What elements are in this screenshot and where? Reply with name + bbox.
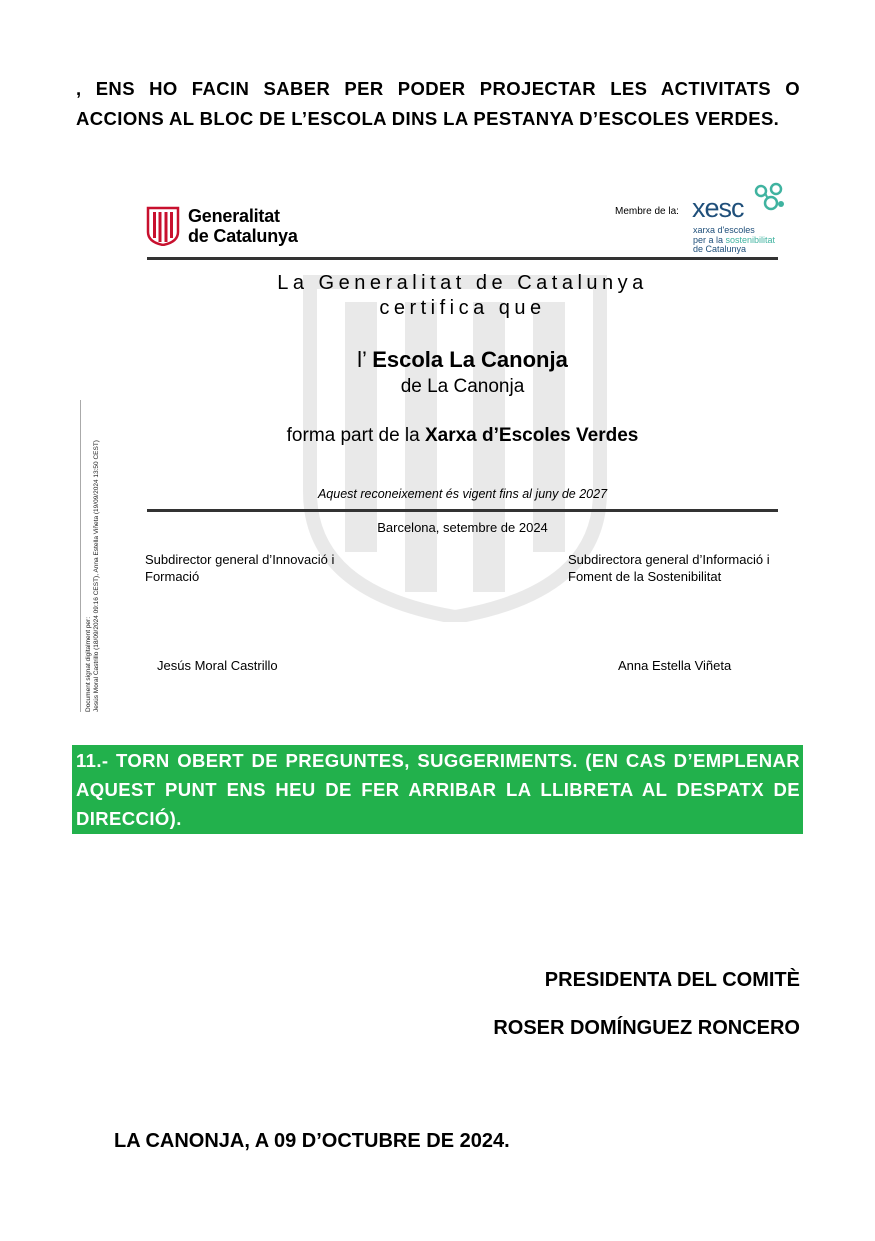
bottom-divider: [147, 509, 778, 512]
closing-date: LA CANONJA, A 09 D’OCTUBRE DE 2024.: [114, 1130, 510, 1152]
president-title: PRESIDENTA DEL COMITÈ: [544, 969, 800, 991]
top-divider: [147, 257, 778, 260]
signer-right-title: Subdirectora general d’Informació i Foment de la Sostenibilitat: [568, 552, 770, 584]
xesc-subtitle: xarxa d'escoles per a la sostenibilitat de Catalunya: [693, 225, 776, 254]
xesc-molecule-icon: [752, 182, 786, 214]
generalitat-logo-icon: [146, 206, 180, 246]
member-label: Membre de la:: [615, 206, 679, 217]
signer-left-name: Jesús Moral Castrillo: [157, 658, 278, 673]
xesc-logo-text: xesc: [692, 193, 744, 223]
network-line: forma part de la Xarxa d’Escoles Verdes: [286, 425, 639, 446]
section-11-text: 11.- TORN OBERT DE PREGUNTES, SUGGERIMENTS. (EN CAS D’EMPLENAR AQUEST PUNT ENS HEU DE FER ARRIBAR LA LLIBRETA AL DESPATX DE DIRECCIÓ).: [76, 750, 800, 829]
signer-right-name: Anna Estella Viñeta: [618, 658, 732, 673]
school-place: de La Canonja: [400, 376, 525, 397]
digital-signature-stamp: Document signat digitalment per: Jesús Moral Castrillo (18/09/2024 09:16 CEST), Anna Estella Viñeta (19/09/2024 13:50 CEST): [80, 400, 109, 712]
generalitat-name: Generalitat de Catalunya: [188, 206, 298, 246]
intro-paragraph: , ENS HO FACIN SABER PER PODER PROJECTAR LES ACTIVITATS O ACCIONS AL BLOC DE L’ESCOLA DINS LA PESTANYA D’ESCOLES VERDES.: [76, 78, 800, 129]
signer-left-title: Subdirector general d’Innovació i Formació: [145, 552, 335, 584]
cert-subheading: certifica que: [379, 297, 546, 319]
school-name: l’ Escola La Canonja: [357, 347, 568, 372]
place-date: Barcelona, setembre de 2024: [377, 520, 548, 535]
validity-note: Aquest reconeixement és vigent fins al juny de 2027: [317, 487, 608, 501]
president-name: ROSER DOMÍNGUEZ RONCERO: [493, 1017, 800, 1039]
cert-heading: La Generalitat de Catalunya: [277, 272, 648, 294]
